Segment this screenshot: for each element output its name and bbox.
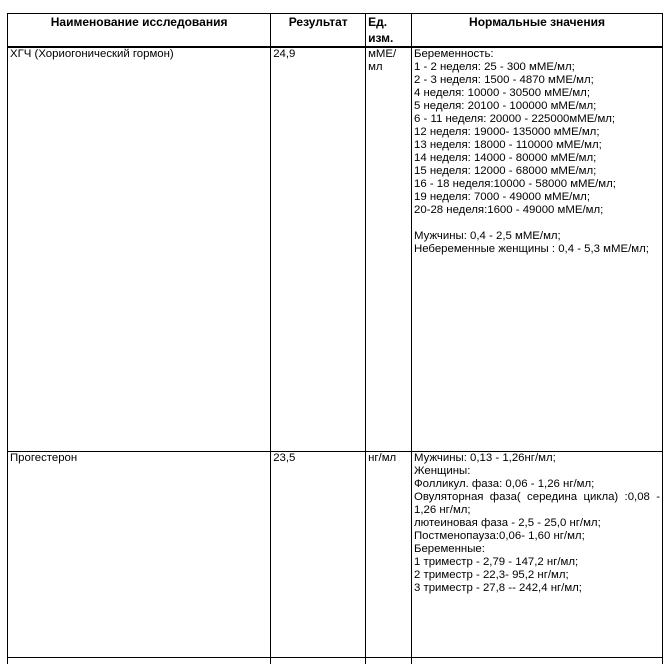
normal-value-line: Фолликул. фаза: 0,06 - 1,26 нг/мл; xyxy=(414,478,660,491)
table-header-row xyxy=(8,14,663,48)
normal-value-line: Мужчины: 0,4 - 2,5 мМЕ/мл; xyxy=(414,230,660,243)
normal-value-line: 1 - 2 неделя: 25 - 300 мМЕ/мл; xyxy=(414,61,660,74)
unit-cell: мМЕ/мл xyxy=(366,47,412,452)
normal-value-line: 19 неделя: 7000 - 49000 мМЕ/мл; xyxy=(414,191,660,204)
test-name-cell: Прогестерон xyxy=(8,452,271,658)
normal-value-line: 16 - 18 неделя:10000 - 58000 мМЕ/мл; xyxy=(414,178,660,191)
table-row xyxy=(8,452,663,658)
normal-value-line xyxy=(414,217,660,230)
normal-value-line: 12 неделя: 19000- 135000 мМЕ/мл; xyxy=(414,126,660,139)
empty-cell xyxy=(271,658,366,664)
header-normal-values: Нормальные значения xyxy=(412,14,663,48)
table-row xyxy=(8,47,663,452)
normal-value-line: 13 неделя: 18000 - 110000 мМЕ/мл; xyxy=(414,139,660,152)
normal-values-cell xyxy=(412,47,663,452)
normal-value-line: 14 неделя: 14000 - 80000 мМЕ/мл; xyxy=(414,152,660,165)
table-row-empty xyxy=(8,658,663,664)
normal-value-line: 4 неделя: 10000 - 30500 мМЕ/мл; xyxy=(414,87,660,100)
normal-value-line: 15 неделя: 12000 - 68000 мМЕ/мл; xyxy=(414,165,660,178)
normal-values-cell xyxy=(412,452,663,658)
normal-value-line: Овуляторная фаза( середина цикла) :0,08 - 1,26 нг/мл; xyxy=(414,491,660,517)
unit-cell: нг/мл xyxy=(366,452,412,658)
result-cell: 24,9 xyxy=(271,47,366,452)
normal-value-line: Беременность: xyxy=(414,48,660,61)
normal-value-line: 2 триместр - 22,3- 95,2 нг/мл; xyxy=(414,569,660,582)
normal-value-line: Женщины: xyxy=(414,465,660,478)
test-name-cell: ХГЧ (Хориогонический гормон) xyxy=(8,47,271,452)
normal-value-line: Мужчины: 0,13 - 1,26нг/мл; xyxy=(414,452,660,465)
lab-results-table xyxy=(7,13,663,664)
normal-value-line: Беременные: xyxy=(414,543,660,556)
empty-cell xyxy=(412,658,663,664)
normal-value-line: 3 триместр - 27,8 -- 242,4 нг/мл; xyxy=(414,582,660,595)
normal-value-line: 20-28 неделя:1600 - 49000 мМЕ/мл; xyxy=(414,204,660,217)
header-test-name: Наименование исследования xyxy=(8,14,271,48)
empty-cell xyxy=(8,658,271,664)
normal-value-line: 6 - 11 неделя: 20000 - 225000мМЕ/мл; xyxy=(414,113,660,126)
header-result: Результат xyxy=(271,14,366,48)
result-cell: 23,5 xyxy=(271,452,366,658)
empty-cell xyxy=(366,658,412,664)
normal-value-line: Небеременные женщины : 0,4 - 5,3 мМЕ/мл; xyxy=(414,243,660,256)
normal-value-line: 1 триместр - 2,79 - 147,2 нг/мл; xyxy=(414,556,660,569)
normal-value-line: лютеиновая фаза - 2,5 - 25,0 нг/мл; xyxy=(414,517,660,530)
normal-value-line: Постменопауза:0,06- 1,60 нг/мл; xyxy=(414,530,660,543)
header-unit: Ед. изм. xyxy=(366,14,412,48)
normal-value-line: 5 неделя: 20100 - 100000 мМЕ/мл; xyxy=(414,100,660,113)
normal-value-line: 2 - 3 неделя: 1500 - 4870 мМЕ/мл; xyxy=(414,74,660,87)
